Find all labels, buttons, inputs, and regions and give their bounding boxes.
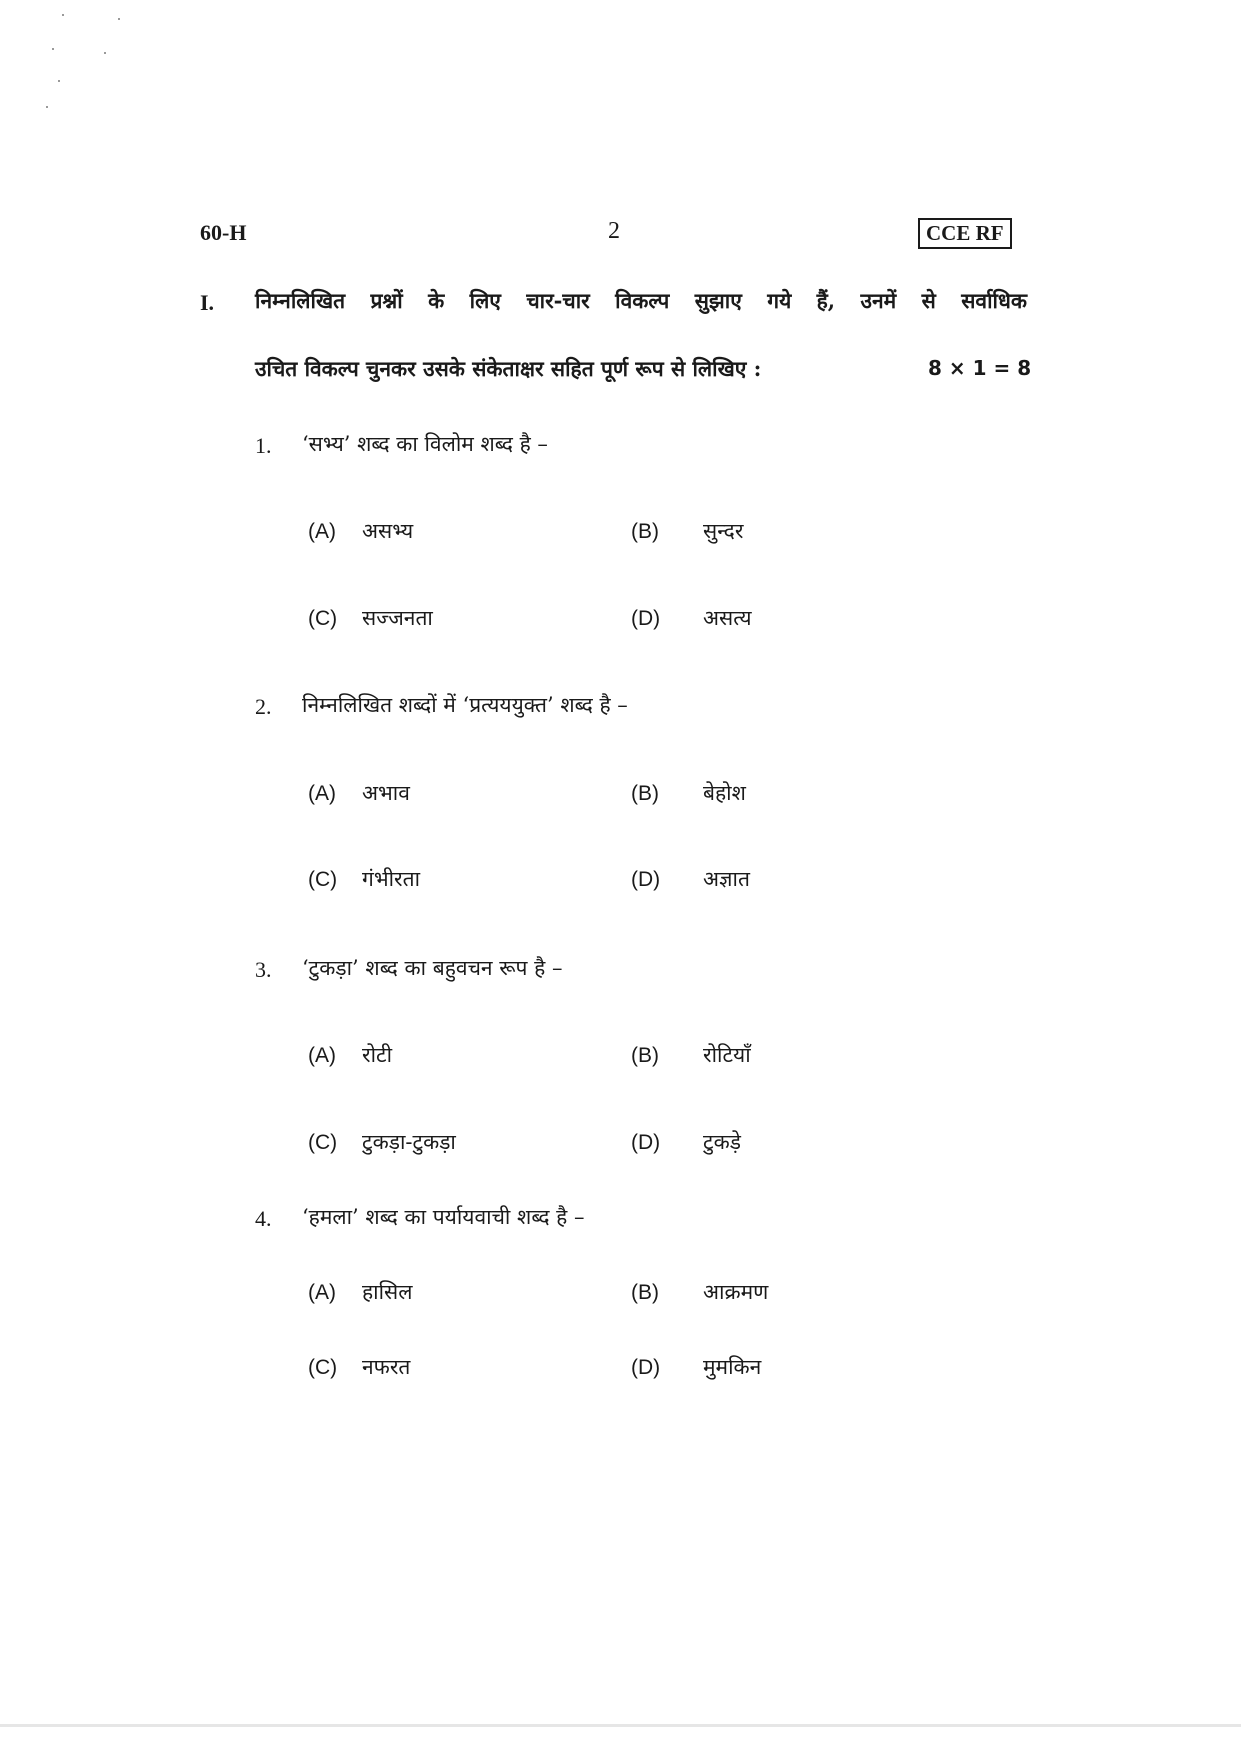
scan-speck xyxy=(118,18,120,20)
option-label-c: (C) xyxy=(308,1356,338,1379)
question-text: ‘हमला’ शब्द का पर्यायवाची शब्द है – xyxy=(302,1205,585,1229)
question-text: ‘टुकड़ा’ शब्द का बहुवचन रूप है – xyxy=(302,956,563,980)
option-label-b: (B) xyxy=(631,782,659,805)
option-text-b: बेहोश xyxy=(703,781,746,805)
series-box: CCE RF xyxy=(918,218,1012,249)
option-text-d: टुकड़े xyxy=(703,1130,741,1154)
section-number: I. xyxy=(200,290,215,315)
option-text-b: आक्रमण xyxy=(703,1280,769,1304)
option-label-d: (D) xyxy=(631,868,661,891)
question-number: 4. xyxy=(255,1206,272,1231)
scan-speck xyxy=(46,106,48,108)
question-number: 1. xyxy=(255,433,272,458)
option-label-a: (A) xyxy=(308,1281,336,1304)
option-label-b: (B) xyxy=(631,1281,659,1304)
option-text-d: असत्य xyxy=(703,606,752,630)
instruction-line-1: निम्नलिखित प्रश्नों के लिए चार-चार विकल्प सुझाए गये हैं, उनमें से सर्वाधिक xyxy=(255,288,1027,313)
option-text-d: अज्ञात xyxy=(703,867,750,891)
option-label-a: (A) xyxy=(308,520,336,543)
question-number: 2. xyxy=(255,694,272,719)
option-text-c: टुकड़ा-टुकड़ा xyxy=(362,1130,456,1154)
option-text-b: रोटियाँ xyxy=(703,1043,751,1067)
scan-bottom-edge xyxy=(0,1724,1241,1727)
option-label-c: (C) xyxy=(308,868,338,891)
option-text-b: सुन्दर xyxy=(703,519,744,543)
option-label-a: (A) xyxy=(308,1044,336,1067)
option-text-a: रोटी xyxy=(362,1043,393,1067)
scan-speck xyxy=(58,80,60,82)
scan-speck xyxy=(52,48,54,50)
instruction-line-2: उचित विकल्प चुनकर उसके संकेताक्षर सहित पूर्ण रूप से लिखिए : xyxy=(255,356,762,381)
question-number: 3. xyxy=(255,957,272,982)
option-text-a: हासिल xyxy=(362,1280,413,1304)
page-number: 2 xyxy=(608,218,620,244)
option-text-c: नफरत xyxy=(362,1355,411,1379)
option-text-d: मुमकिन xyxy=(703,1355,762,1379)
option-label-d: (D) xyxy=(631,1356,661,1379)
option-label-a: (A) xyxy=(308,782,336,805)
option-label-b: (B) xyxy=(631,1044,659,1067)
scan-speck xyxy=(104,52,106,54)
question-text: ‘सभ्य’ शब्द का विलोम शब्द है – xyxy=(302,432,548,456)
option-text-a: असभ्य xyxy=(362,519,414,543)
option-text-c: गंभीरता xyxy=(362,867,421,891)
option-text-a: अभाव xyxy=(362,781,410,805)
option-label-b: (B) xyxy=(631,520,659,543)
marks-allocation: 8 × 1 = 8 xyxy=(928,356,1032,380)
paper-code: 60-H xyxy=(200,220,247,245)
question-text: निम्नलिखित शब्दों में ‘प्रत्यययुक्त’ शब्द है – xyxy=(302,693,628,717)
option-label-c: (C) xyxy=(308,607,338,630)
option-label-d: (D) xyxy=(631,607,661,630)
option-label-c: (C) xyxy=(308,1131,338,1154)
option-label-d: (D) xyxy=(631,1131,661,1154)
option-text-c: सज्जनता xyxy=(362,606,433,630)
scan-speck xyxy=(62,14,64,16)
